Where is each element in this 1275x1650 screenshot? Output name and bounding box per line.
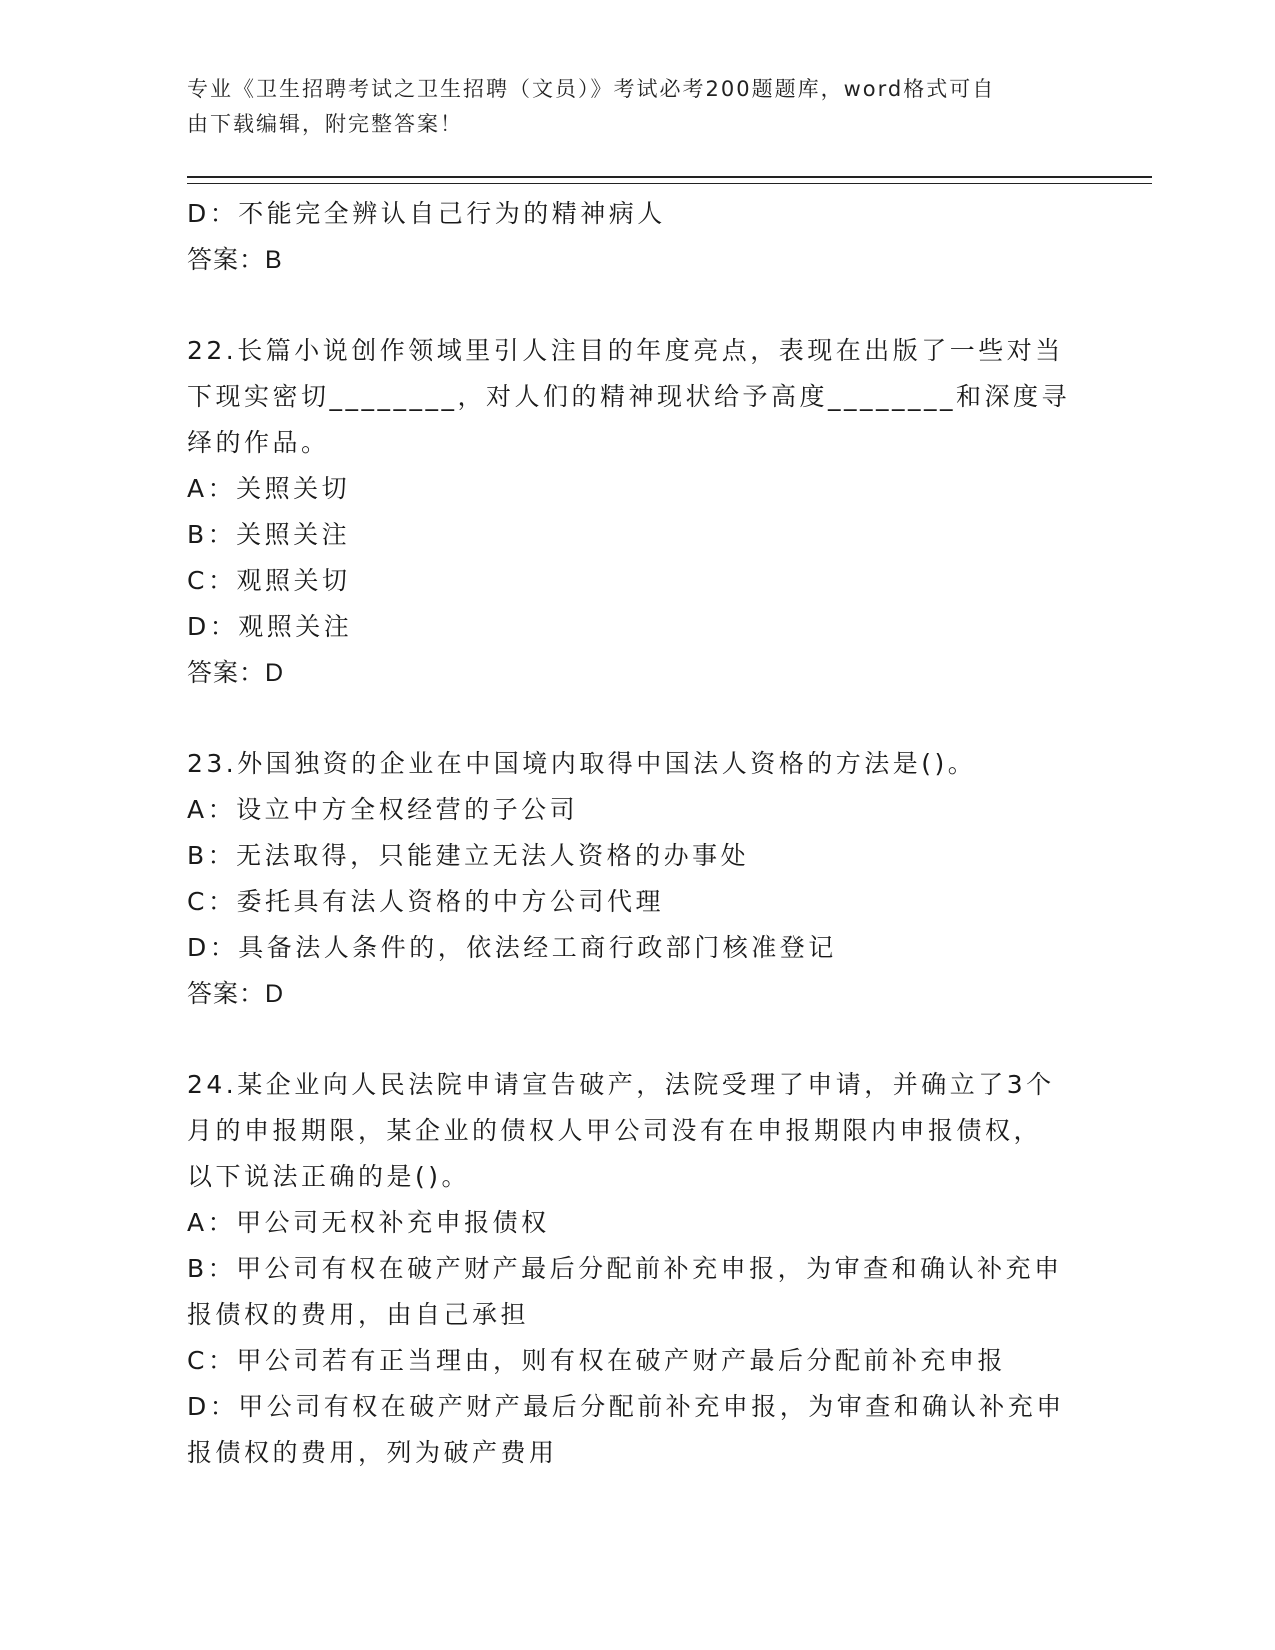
- question-stem-line: 下现实密切________，对人们的精神现状给予高度________和深度寻: [187, 382, 1071, 411]
- spacer: [187, 1017, 1077, 1062]
- answer-line: 答案：B: [187, 246, 283, 274]
- option-a: A：甲公司无权补充申报债权: [187, 1208, 550, 1237]
- answer-line: 答案：D: [187, 980, 285, 1008]
- document-header: [187, 72, 1057, 142]
- question-stem-line: 23.外国独资的企业在中国境内取得中国法人资格的方法是()。: [187, 749, 977, 778]
- option-d: D：具备法人条件的，依法经工商行政部门核准登记: [187, 933, 837, 962]
- spacer: [187, 283, 1077, 328]
- question-stem-line: 24.某企业向人民法院申请宣告破产，法院受理了申请，并确立了3个: [187, 1070, 1055, 1099]
- question-stem-line: 以下说法正确的是()。: [187, 1162, 471, 1191]
- option-b-continued: 报债权的费用，由自己承担: [187, 1300, 530, 1329]
- header-line-1: 专业《卫生招聘考试之卫生招聘（文员）》考试必考200题题库，word格式可自: [187, 77, 996, 101]
- option-a: A：设立中方全权经营的子公司: [187, 795, 579, 824]
- option-d: D：不能完全辨认自己行为的精神病人: [187, 199, 666, 228]
- option-c: C：甲公司若有正当理由，则有权在破产财产最后分配前补充申报: [187, 1346, 1006, 1375]
- header-line-2: 由下载编辑，附完整答案！: [187, 112, 463, 136]
- question-22: [187, 328, 1077, 696]
- spacer: [187, 696, 1077, 741]
- option-b: B：甲公司有权在破产财产最后分配前补充申报，为审查和确认补充申: [187, 1254, 1063, 1283]
- option-d-continued: 报债权的费用，列为破产费用: [187, 1438, 558, 1467]
- option-d: D：观照关注: [187, 612, 353, 641]
- answer-line: 答案：D: [187, 659, 285, 687]
- header-divider: [187, 176, 1152, 184]
- option-b: B：无法取得，只能建立无法人资格的办事处: [187, 841, 750, 870]
- option-c: C：委托具有法人资格的中方公司代理: [187, 887, 664, 916]
- previous-question-tail: [187, 191, 1077, 283]
- document-body: [187, 191, 1077, 1476]
- question-stem-line: 绎的作品。: [187, 428, 330, 457]
- question-stem-line: 22.长篇小说创作领域里引人注目的年度亮点，表现在出版了一些对当: [187, 336, 1064, 365]
- option-b: B：关照关注: [187, 520, 351, 549]
- option-c: C：观照关切: [187, 566, 351, 595]
- option-d: D：甲公司有权在破产财产最后分配前补充申报，为审查和确认补充申: [187, 1392, 1065, 1421]
- question-24: [187, 1062, 1077, 1476]
- question-stem-line: 月的申报期限，某企业的债权人甲公司没有在申报期限内申报债权，: [187, 1116, 1043, 1145]
- option-a: A：关照关切: [187, 474, 351, 503]
- question-23: [187, 741, 1077, 1017]
